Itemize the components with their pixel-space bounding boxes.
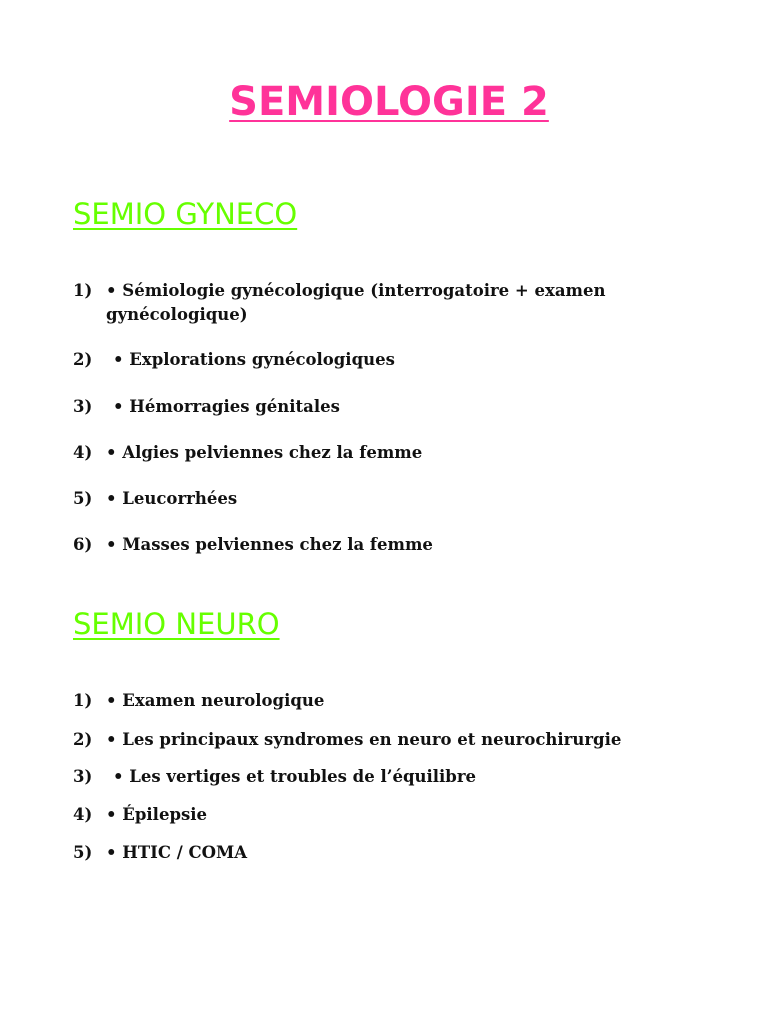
list-item — [73, 841, 693, 865]
section-title-gyneco: SEMIO GYNECO — [73, 197, 298, 231]
list-item — [73, 441, 693, 465]
list-item — [73, 395, 693, 419]
list-item-text: • Explorations gynécologiques — [113, 350, 395, 369]
list-item-number: 4) — [73, 805, 93, 824]
list-item-text: • Épilepsie — [106, 805, 208, 824]
list-item-number: 1) — [73, 281, 93, 300]
list-item — [73, 689, 693, 713]
list-item-number: 6) — [73, 535, 93, 554]
list-item — [73, 533, 693, 557]
list-item-text: • Sémiologie gynécologique (interrogatoire + examen gynécologique) — [106, 281, 606, 324]
section-title-neuro: SEMIO NEURO — [73, 607, 280, 641]
list-item — [73, 279, 693, 327]
list-item-text: • Leucorrhées — [106, 489, 238, 508]
list-item-text: • Algies pelviennes chez la femme — [106, 443, 423, 462]
list-item-text: • Les vertiges et troubles de l’équilibre — [113, 767, 477, 786]
list-item-text: • Examen neurologique — [106, 691, 325, 710]
list-item-number: 2) — [73, 350, 93, 369]
list-item-text: • Masses pelviennes chez la femme — [106, 535, 433, 554]
list-item-number: 3) — [73, 767, 93, 786]
list-item-text: • Hémorragies génitales — [113, 397, 340, 416]
list-item — [73, 487, 693, 511]
list-item-number: 4) — [73, 443, 93, 462]
list-item — [73, 803, 693, 827]
list-item-text: • HTIC / COMA — [106, 843, 248, 862]
list-item-text: • Les principaux syndromes en neuro et neurochirurgie — [106, 730, 622, 749]
list-item — [73, 728, 693, 752]
list-item — [73, 765, 693, 789]
list-item-number: 2) — [73, 730, 93, 749]
list-item-number: 3) — [73, 397, 93, 416]
list-item — [73, 348, 693, 372]
list-item-number: 5) — [73, 843, 93, 862]
list-item-number: 5) — [73, 489, 93, 508]
list-item-number: 1) — [73, 691, 93, 710]
page-title: SEMIOLOGIE 2 — [229, 79, 549, 125]
